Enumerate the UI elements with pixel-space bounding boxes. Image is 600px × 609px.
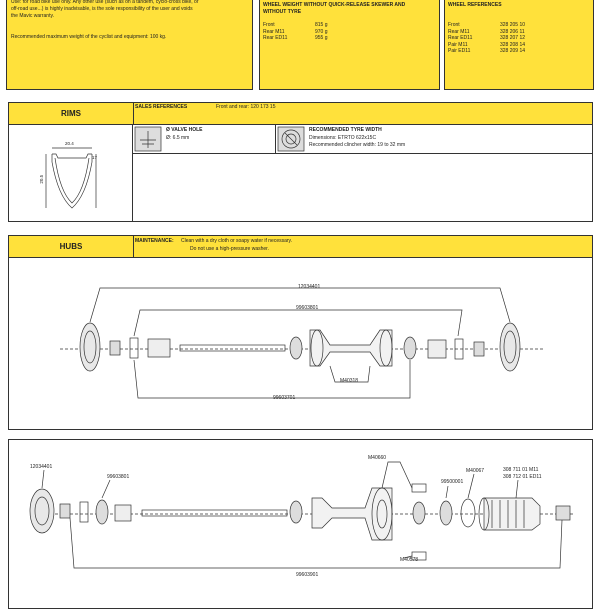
maintenance-line-1: Clean with a dry cloth or soapy water if necessary. [181, 238, 293, 244]
maintenance-line-2: Do not use a high-pressure washer. [190, 246, 269, 252]
rear-ref-spring: M40067 [466, 468, 485, 474]
rim-width-label: 20.4 [65, 141, 74, 146]
rear-ref-axle: 99603901 [296, 572, 319, 578]
row-label: Pair M11 [448, 41, 468, 48]
row-label: Rear M11 [448, 28, 470, 35]
front-ref-axle: 99603701 [273, 395, 296, 401]
wheel-refs-title: WHEEL REFERENCES [448, 2, 502, 8]
row-value: 328 207 12 [500, 35, 526, 41]
usage-line-3: the Mavic warranty. [11, 13, 54, 19]
rim-inner-label: 17 [92, 155, 98, 160]
row-value: 970 g [315, 28, 328, 35]
row-value: 815 g [315, 22, 328, 28]
sales-refs-value: Front and rear: 120 173 15 [216, 104, 276, 110]
rear-ref-bearing: 99603801 [107, 474, 130, 480]
usage-line-5: Recommended maximum weight of the cyclist and equipment: 100 kg. [11, 34, 167, 40]
wheel-weight-title-2: WITHOUT TYRE [263, 9, 302, 15]
front-ref-body: M40318 [340, 378, 359, 384]
rear-ref-ratchet: M40660 [368, 455, 387, 461]
valve-title: Ø VALVE HOLE [166, 127, 203, 133]
rear-ref-pawls: 99500001 [441, 479, 464, 485]
row-label: Rear M11 [263, 28, 285, 35]
usage-line-2: off-road use...) is highly inadvisable, is the sole responsibility of the user and voids [11, 6, 193, 12]
valve-value: Ø: 6.5 mm [166, 135, 190, 141]
tyre-line-2: Recommended clincher width: 19 to 32 mm [309, 142, 406, 148]
row-value: 328 209 14 [500, 48, 526, 54]
wheel-weight-title-1: WHEEL WEIGHT WITHOUT QUICK-RELEASE SKEWER AND [263, 2, 406, 8]
row-value: 955 g [315, 35, 328, 41]
row-value: 328 206 11 [500, 28, 525, 35]
row-label: Rear ED11 [263, 35, 288, 41]
row-label: Front [263, 22, 275, 28]
front-ref-outer: 12034401 [298, 284, 321, 290]
rims-label: RIMS [9, 103, 134, 124]
rim-height-label: 20.5 [39, 174, 45, 184]
row-value: 328 208 14 [500, 41, 526, 48]
front-ref-bearings: 99603801 [296, 305, 319, 311]
hubs-label: HUBS [9, 236, 134, 257]
row-value: 328 205 10 [500, 22, 526, 28]
tyre-width-icon [278, 127, 304, 151]
rear-ref-freehub-ed11: 308 712 01 ED11 [503, 474, 542, 480]
row-label: Pair ED11 [448, 48, 471, 54]
rear-hub-drawing [30, 462, 575, 568]
tyre-title: RECOMMENDED TYRE WIDTH [309, 127, 382, 133]
tyre-line-1: Dimensions: ETRTO 622x15C [309, 135, 377, 141]
usage-line-1: Use: for road bike use only. Any other use (such as on a tandem, cyclo-cross bike, or [11, 0, 199, 5]
rear-ref-freehub-m11: 308 711 01 M11 [503, 467, 539, 473]
sales-refs-title: SALES REFERENCES [135, 104, 188, 110]
rear-ref-endcap: 12034401 [30, 464, 53, 470]
maintenance-title: MAINTENANCE: [135, 238, 174, 244]
front-hub-drawing [60, 288, 545, 398]
valve-hole-icon [135, 127, 161, 151]
rear-ref-seal: M40578 [400, 557, 419, 563]
rim-profile-icon [46, 148, 96, 208]
row-label: Front [448, 22, 460, 28]
row-label: Rear ED11 [448, 35, 473, 41]
